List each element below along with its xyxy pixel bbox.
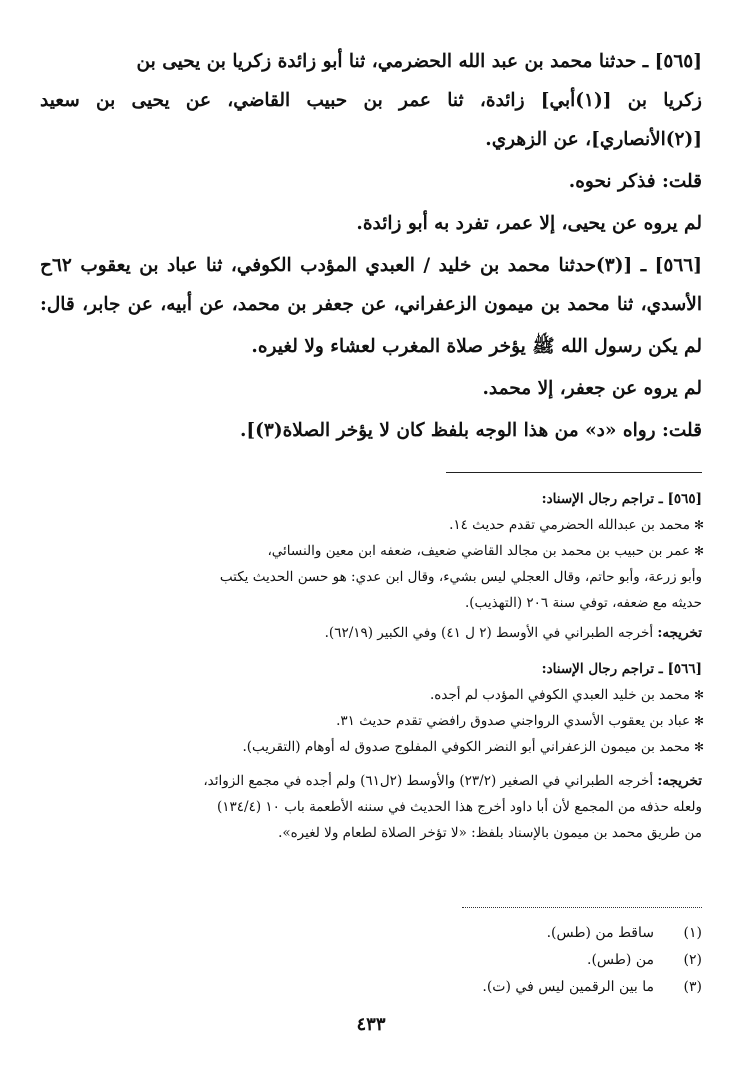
footnote-separator bbox=[462, 907, 702, 908]
footnotes bbox=[482, 920, 702, 1001]
notes-565-takhrij bbox=[40, 620, 702, 646]
hadith-566-line-1: [٥٦٦] ـ [(٣)حدثنا محمد بن خليد / العبدي المؤدب الكوفي، ثنا عباد بن يعقوب ٦٢ح bbox=[40, 255, 702, 276]
footnote bbox=[482, 947, 702, 974]
page bbox=[40, 42, 702, 1055]
footnote-number: (٢) bbox=[683, 952, 702, 968]
notes-566-takhrij bbox=[40, 768, 702, 794]
hadith-566-line-2: الأسدي، ثنا محمد بن ميمون الزعفراني، عن جعفر بن محمد، عن أبيه، عن جابر، قال: bbox=[40, 294, 702, 315]
notes-565 bbox=[40, 486, 702, 646]
notes-566 bbox=[40, 656, 702, 846]
lam-yarwih-2: لم يروه عن جعفر، إلا محمد. bbox=[482, 378, 702, 399]
takhrij-label: تخريجه: bbox=[657, 625, 702, 641]
notes-566-bullet-1: ✻ محمد بن خليد العبدي الكوفي المؤدب لم أجده. bbox=[40, 682, 702, 708]
takhrij-line-1: أخرجه الطبراني في الصغير (٢٣/٢) والأوسط (٢ل٦١) ولم أجده في مجمع الزوائد، bbox=[203, 773, 658, 789]
notes-566-bullet-2: ✻ عباد بن يعقوب الأسدي الرواجني صدوق رافضي تقدم حديث ٣١. bbox=[40, 708, 702, 734]
notes-565-bullet-1: ✻ محمد بن عبدالله الحضرمي تقدم حديث ١٤. bbox=[40, 512, 702, 538]
notes-566-heading: [٥٦٦] ـ تراجم رجال الإسناد: bbox=[541, 661, 702, 677]
lam-yarwih-1: لم يروه عن يحيى، إلا عمر، تفرد به أبو زائدة. bbox=[356, 213, 702, 234]
notes-566-bullet-3: ✻ محمد بن ميمون الزعفراني أبو النضر الكوفي المفلوج صدوق له أوهام (التقريب). bbox=[40, 734, 702, 760]
main-text bbox=[40, 42, 702, 450]
notes-565-bullet-2-line-3: حديثه مع ضعفه، توفي سنة ٢٠٦ (التهذيب). bbox=[465, 595, 702, 611]
notes-566-takhrij-line-2: ولعله حذفه من المجمع لأن أبا داود أخرج هذا الحديث في سننه الأطعمة باب ١٠ (١٣٤/٤) bbox=[216, 799, 702, 815]
hadith-565-line-3: [(٢)الأنصاري]، عن الزهري. bbox=[485, 129, 702, 150]
hadith-565-line-1: [٥٦٥] ـ حدثنا محمد بن عبد الله الحضرمي، ثنا أبو زائدة زكريا بن يحيى بن bbox=[136, 51, 702, 72]
takhrij-text: أخرجه الطبراني في الأوسط (٢ ل ٤١) وفي الكبير (٦٢/١٩). bbox=[324, 625, 658, 641]
notes-section bbox=[40, 486, 702, 846]
footnote bbox=[482, 920, 702, 947]
notes-565-heading: [٥٦٥] ـ تراجم رجال الإسناد: bbox=[541, 491, 702, 507]
notes-566-takhrij-line-3: من طريق محمد بن ميمون بالإسناد بلفظ: «لا تؤخر الصلاة لطعام ولا لغيره». bbox=[278, 825, 702, 841]
notes-565-bullet-2 bbox=[40, 538, 702, 564]
footnote bbox=[482, 974, 702, 1001]
qult-2: قلت: رواه «د» من هذا الوجه بلفظ كان لا يؤخر الصلاة(٣)]. bbox=[239, 420, 702, 441]
hadith-565-line-2: زكريا بن [(١)أبي] زائدة، ثنا عمر بن حبيب القاضي، عن يحيى بن سعيد bbox=[40, 90, 702, 111]
qult-1: قلت: فذكر نحوه. bbox=[568, 171, 702, 192]
footnote-number: (٣) bbox=[683, 979, 702, 995]
footnote-text: من (طس). bbox=[587, 952, 654, 968]
separator-line bbox=[446, 472, 702, 473]
page-number: ٤٣٣ bbox=[356, 1014, 386, 1035]
footnote-text: ساقط من (طس). bbox=[546, 925, 654, 941]
takhrij-label: تخريجه: bbox=[657, 773, 702, 789]
notes-565-bullet-2-line-2: وأبو زرعة، وأبو حاتم، وقال العجلي ليس بشيء، وقال ابن عدي: هو حسن الحديث يكتب bbox=[219, 569, 702, 585]
matn-566: لم يكن رسول الله ﷺ يؤخر صلاة المغرب لعشاء ولا لغيره. bbox=[251, 336, 702, 357]
footnote-text: ما بين الرقمين ليس في (ت). bbox=[482, 979, 654, 995]
notes-565-bullet-2-line-1: ✻ عمر بن حبيب بن محمد بن مجالد القاضي ضعيف، ضعفه ابن معين والنسائي، bbox=[267, 543, 690, 559]
footnote-number: (١) bbox=[683, 925, 702, 941]
